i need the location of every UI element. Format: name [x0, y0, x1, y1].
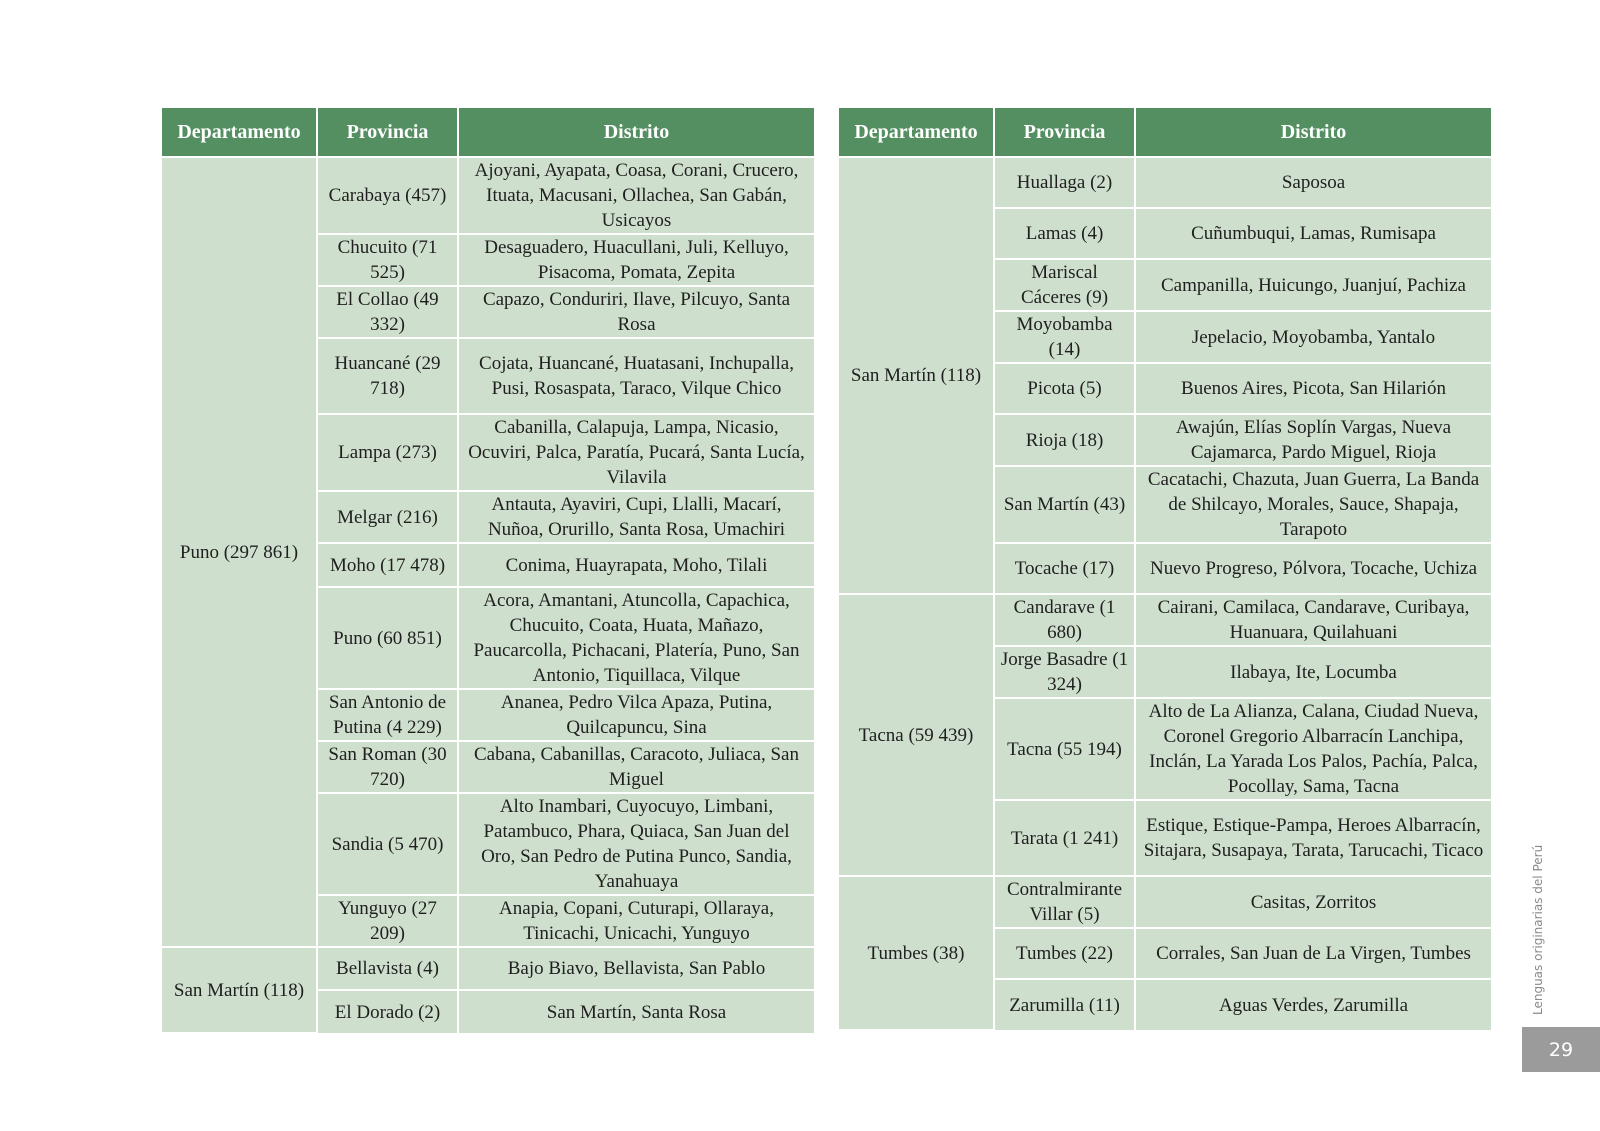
distrito-cell: Cojata, Huancané, Huatasani, Inchupalla, Pusi, Rosaspata, Taraco, Vilque Chico	[458, 338, 814, 414]
distrito-cell: Antauta, Ayaviri, Cupi, Llalli, Macarí, Nuñoa, Orurillo, Santa Rosa, Umachiri	[458, 491, 814, 543]
distrito-cell: Capazo, Conduriri, Ilave, Pilcuyo, Santa Rosa	[458, 286, 814, 338]
provincia-cell: Melgar (216)	[317, 491, 458, 543]
header-distrito: Distrito	[458, 108, 814, 157]
distrito-cell: Casitas, Zorritos	[1135, 876, 1491, 928]
provincia-cell: San Martín (43)	[994, 466, 1135, 543]
distrito-cell: Ananea, Pedro Vilca Apaza, Putina, Quilcapuncu, Sina	[458, 689, 814, 741]
distrito-cell: Nuevo Progreso, Pólvora, Tocache, Uchiza	[1135, 543, 1491, 594]
provincia-cell: Rioja (18)	[994, 414, 1135, 466]
provincia-cell: Yunguyo (27 209)	[317, 895, 458, 947]
distrito-cell: San Martín, Santa Rosa	[458, 990, 814, 1033]
departamento-cell: Tacna (59 439)	[839, 594, 994, 876]
provincia-cell: Moho (17 478)	[317, 543, 458, 587]
distrito-cell: Ajoyani, Ayapata, Coasa, Corani, Crucero, Ituata, Macusani, Ollachea, San Gabán, Usicayos	[458, 157, 814, 234]
departamento-cell: Tumbes (38)	[839, 876, 994, 1030]
provincia-cell: Carabaya (457)	[317, 157, 458, 234]
provincia-cell: San Roman (30 720)	[317, 741, 458, 793]
table-row	[839, 157, 1491, 208]
distrito-cell: Conima, Huayrapata, Moho, Tilali	[458, 543, 814, 587]
distrito-cell: Cabana, Cabanillas, Caracoto, Juliaca, San Miguel	[458, 741, 814, 793]
distrito-cell: Jepelacio, Moyobamba, Yantalo	[1135, 311, 1491, 363]
header-row	[162, 108, 814, 157]
provincia-cell: Tarata (1 241)	[994, 800, 1135, 876]
distrito-cell: Cuñumbuqui, Lamas, Rumisapa	[1135, 208, 1491, 259]
distrito-cell: Campanilla, Huicungo, Juanjuí, Pachiza	[1135, 259, 1491, 311]
distrito-cell: Cairani, Camilaca, Candarave, Curibaya, Huanuara, Quilahuani	[1135, 594, 1491, 646]
distrito-cell: Saposoa	[1135, 157, 1491, 208]
distrito-cell: Cacatachi, Chazuta, Juan Guerra, La Banda de Shilcayo, Morales, Sauce, Shapaja, Tarapoto	[1135, 466, 1491, 543]
distrito-cell: Awajún, Elías Soplín Vargas, Nueva Cajamarca, Pardo Miguel, Rioja	[1135, 414, 1491, 466]
distrito-cell: Alto Inambari, Cuyocuyo, Limbani, Patambuco, Phara, Quiaca, San Juan del Oro, San Pedro de Putina Punco, Sandia, Yanahuaya	[458, 793, 814, 895]
table-row	[162, 947, 814, 990]
provincia-cell: Huancané (29 718)	[317, 338, 458, 414]
departamento-cell: San Martín (118)	[839, 157, 994, 594]
departamento-cell: Puno (297 861)	[162, 157, 317, 947]
header-distrito: Distrito	[1135, 108, 1491, 157]
provincia-cell: Mariscal Cáceres (9)	[994, 259, 1135, 311]
header-row	[839, 108, 1491, 157]
provincia-cell: Jorge Basadre (1 324)	[994, 646, 1135, 698]
departamento-cell: San Martín (118)	[162, 947, 317, 1033]
table-row	[162, 157, 814, 234]
right-table	[839, 108, 1491, 1031]
provincia-cell: Lampa (273)	[317, 414, 458, 491]
distrito-cell: Corrales, San Juan de La Virgen, Tumbes	[1135, 928, 1491, 979]
provincia-cell: El Collao (49 332)	[317, 286, 458, 338]
provincia-cell: Huallaga (2)	[994, 157, 1135, 208]
provincia-cell: San Antonio de Putina (4 229)	[317, 689, 458, 741]
provincia-cell: Bellavista (4)	[317, 947, 458, 990]
table-row	[839, 594, 1491, 646]
provincia-cell: Chucuito (71 525)	[317, 234, 458, 286]
left-table	[162, 108, 814, 1034]
provincia-cell: El Dorado (2)	[317, 990, 458, 1033]
distrito-cell: Acora, Amantani, Atuncolla, Capachica, Chucuito, Coata, Huata, Mañazo, Paucarcolla, Pichacani, Platería, Puno, San Antonio, Tiquillaca, Vilque	[458, 587, 814, 689]
distrito-cell: Anapia, Copani, Cuturapi, Ollaraya, Tinicachi, Unicachi, Yunguyo	[458, 895, 814, 947]
header-departamento: Departamento	[162, 108, 317, 157]
provincia-cell: Candarave (1 680)	[994, 594, 1135, 646]
provincia-cell: Picota (5)	[994, 363, 1135, 414]
distrito-cell: Ilabaya, Ite, Locumba	[1135, 646, 1491, 698]
distrito-cell: Buenos Aires, Picota, San Hilarión	[1135, 363, 1491, 414]
provincia-cell: Sandia (5 470)	[317, 793, 458, 895]
provincia-cell: Tacna (55 194)	[994, 698, 1135, 800]
provincia-cell: Zarumilla (11)	[994, 979, 1135, 1030]
provincia-cell: Tocache (17)	[994, 543, 1135, 594]
distrito-cell: Desaguadero, Huacullani, Juli, Kelluyo, Pisacoma, Pomata, Zepita	[458, 234, 814, 286]
provincia-cell: Lamas (4)	[994, 208, 1135, 259]
provincia-cell: Moyobamba (14)	[994, 311, 1135, 363]
header-departamento: Departamento	[839, 108, 994, 157]
distrito-cell: Estique, Estique-Pampa, Heroes Albarracín, Sitajara, Susapaya, Tarata, Tarucachi, Ticaco	[1135, 800, 1491, 876]
table-row	[839, 876, 1491, 928]
distrito-cell: Aguas Verdes, Zarumilla	[1135, 979, 1491, 1030]
distrito-cell: Alto de La Alianza, Calana, Ciudad Nueva, Coronel Gregorio Albarracín Lanchipa, Inclán, La Yarada Los Palos, Pachía, Palca, Pocollay, Sama, Tacna	[1135, 698, 1491, 800]
header-provincia: Provincia	[994, 108, 1135, 157]
page-number: 29	[1522, 1027, 1600, 1072]
provincia-cell: Contralmirante Villar (5)	[994, 876, 1135, 928]
distrito-cell: Cabanilla, Calapuja, Lampa, Nicasio, Ocuviri, Palca, Paratía, Pucará, Santa Lucía, Vilavila	[458, 414, 814, 491]
provincia-cell: Puno (60 851)	[317, 587, 458, 689]
provincia-cell: Tumbes (22)	[994, 928, 1135, 979]
distrito-cell: Bajo Biavo, Bellavista, San Pablo	[458, 947, 814, 990]
side-label: Lenguas originarias del Perú	[1531, 844, 1545, 1015]
header-provincia: Provincia	[317, 108, 458, 157]
